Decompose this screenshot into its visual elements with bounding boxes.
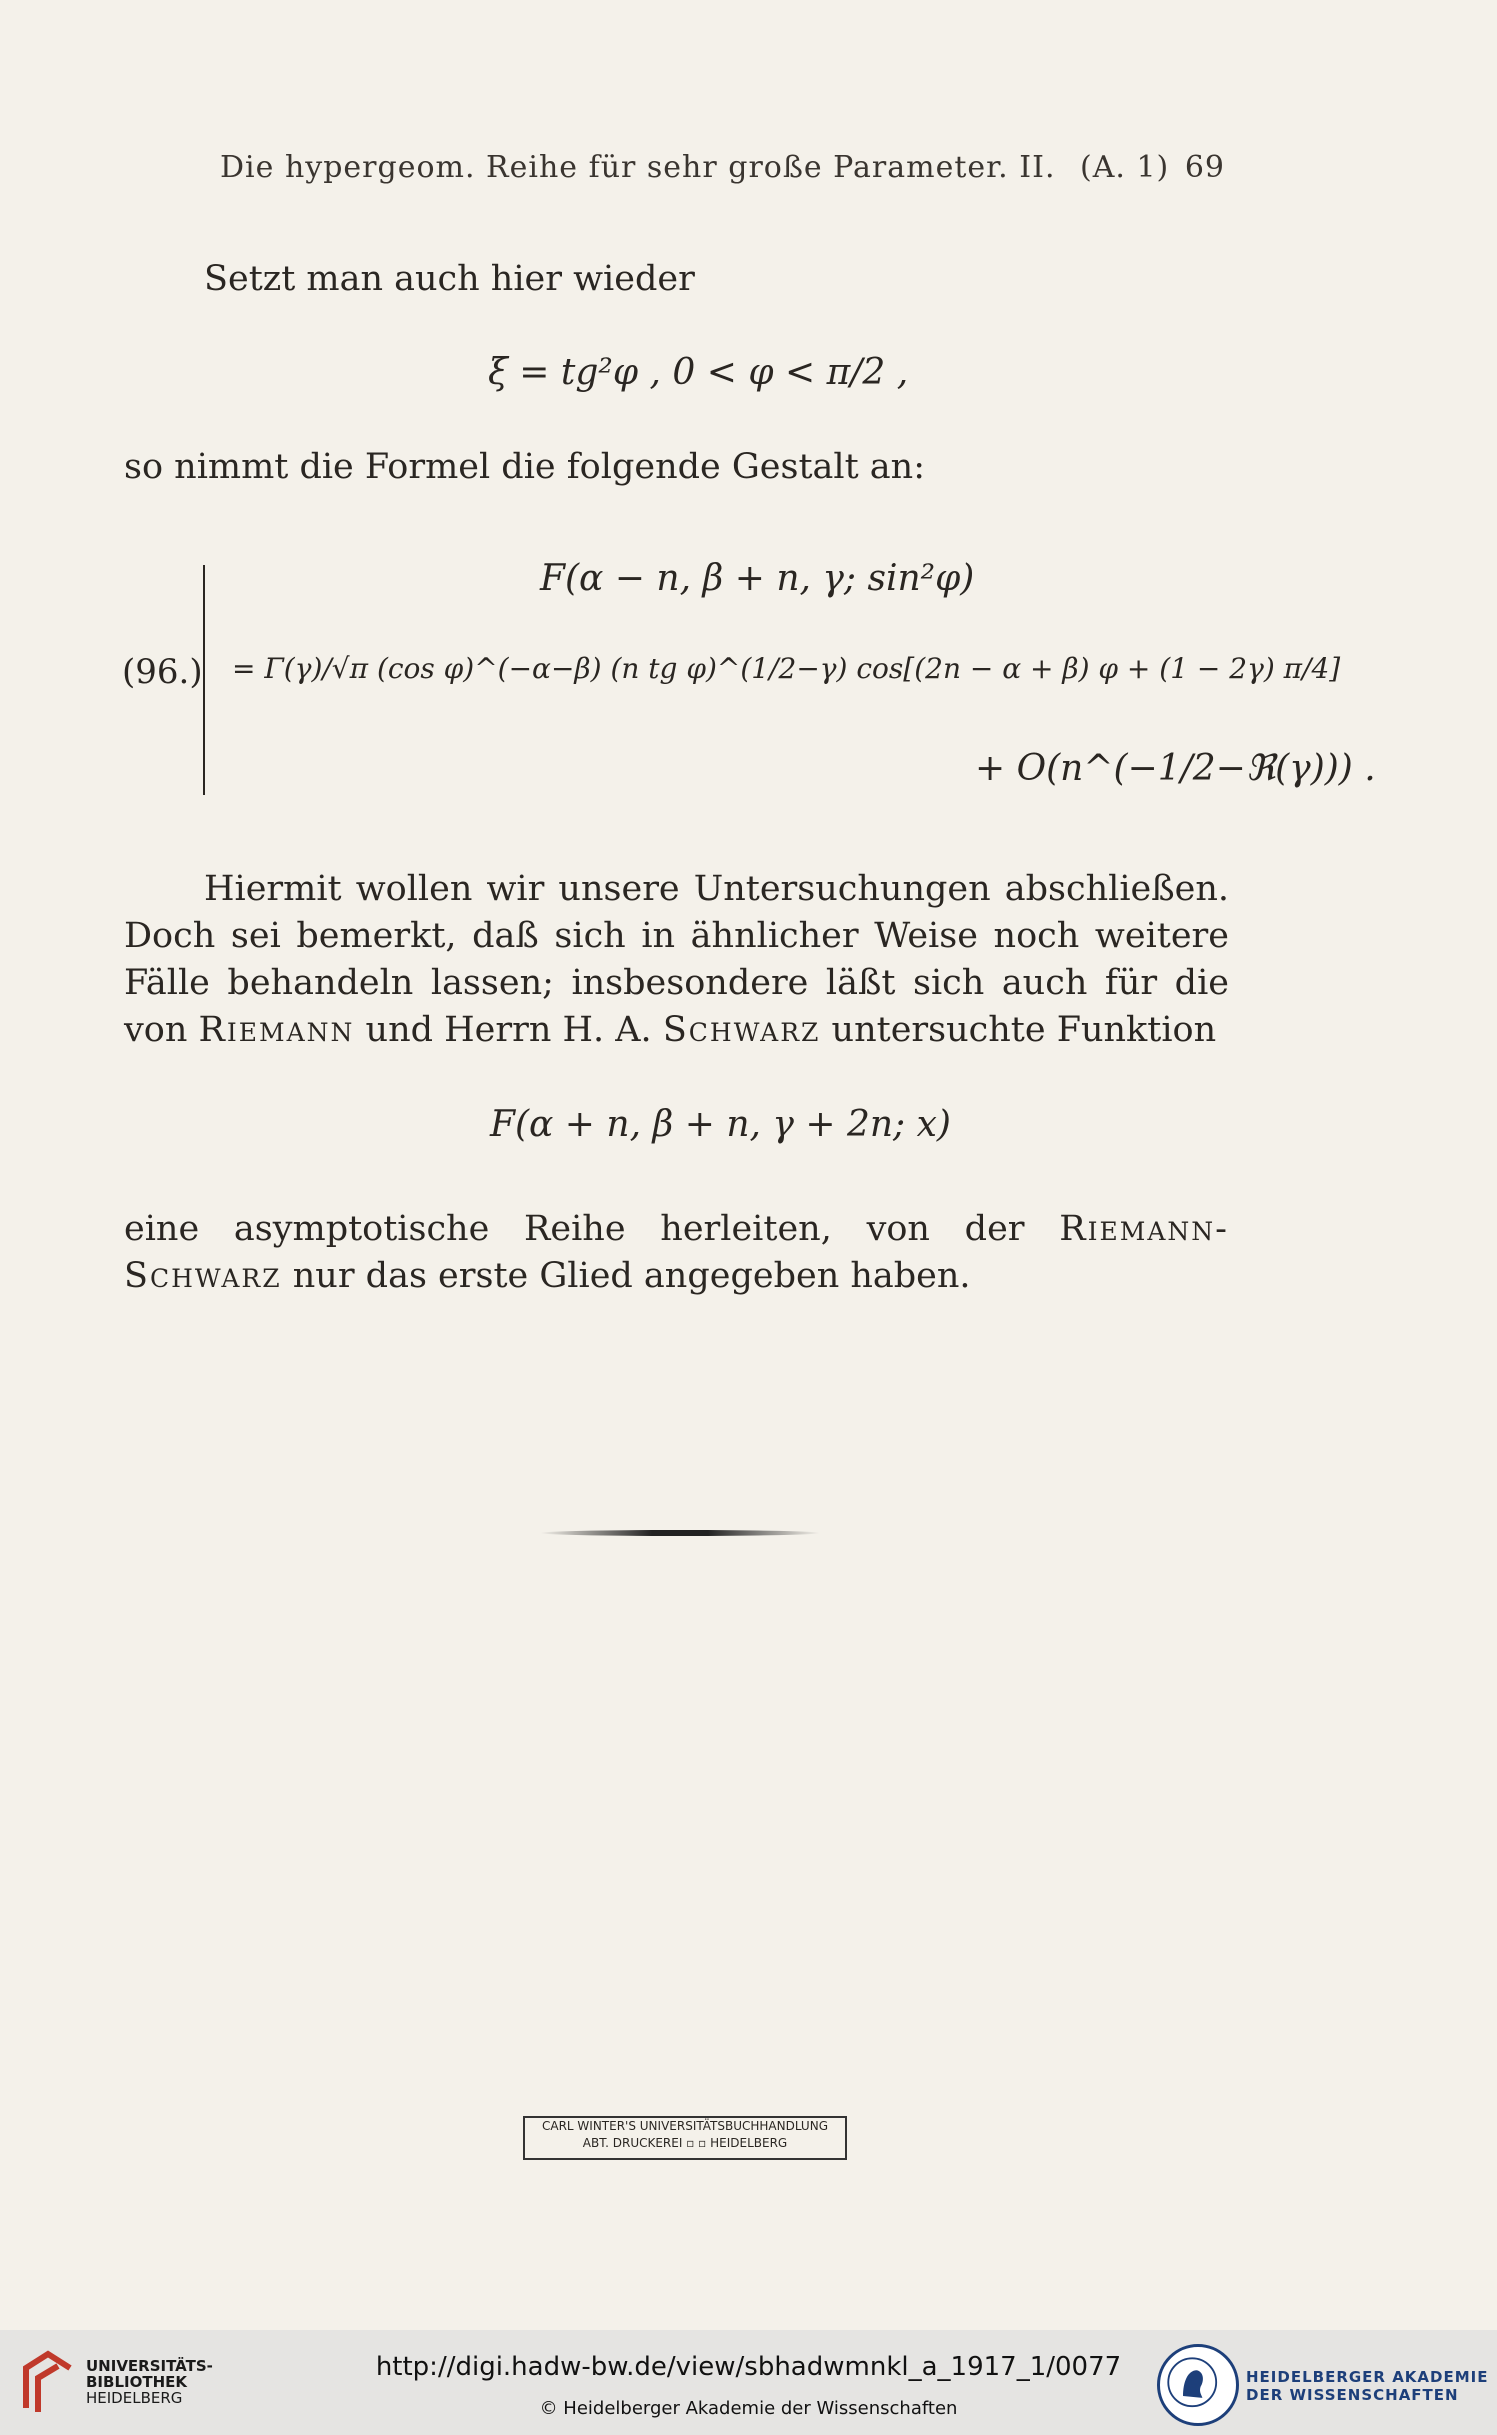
paragraph-3-part-b: und Herrn H. A. [354, 1010, 663, 1050]
academy-seal-icon [1157, 2344, 1239, 2426]
library-name-line-2: BIBLIOTHEK [86, 2373, 187, 2391]
paragraph-3-part-c: untersuchte Funktion [820, 1010, 1217, 1050]
paragraph-3-part-a: Hiermit wollen wir unsere Untersuchungen abschließen. Doch sei bemerkt, daß sich in ähnlicher Weise noch weitere Fälle behandeln lassen; insbesondere läßt sich auch für die von [124, 869, 1229, 1050]
academy-name-line-2: DER WISSENSCHAFTEN [1246, 2386, 1459, 2404]
paragraph-4-part-a: eine asymptotische Reihe herleiten, von der [124, 1209, 1060, 1249]
footer-bar [0, 2330, 1497, 2435]
paragraph-4 [124, 1206, 1229, 1300]
name-riemann-schwarz: Riemann-Schwarz [124, 1209, 1229, 1296]
equation-96-line-1: F(α − n, β + n, γ; sin²φ) [540, 558, 975, 599]
paragraph-1 [124, 256, 1229, 303]
paragraph-2 [124, 444, 1229, 491]
paragraph-4-text [124, 1206, 1229, 1300]
name-riemann: Riemann [198, 1010, 355, 1050]
paragraph-3 [124, 866, 1229, 1054]
academy-name [1246, 2368, 1489, 2404]
equation-brace [203, 565, 215, 795]
imprint-line-2: ABT. DRUCKEREI ▫ ▫ HEIDELBERG [582, 2136, 788, 2150]
paragraph-4-part-b: nur das erste Glied angegeben haben. [281, 1256, 971, 1296]
library-name-line-3: HEIDELBERG [86, 2389, 183, 2407]
paragraph-2-text: so nimmt die Formel die folgende Gestalt an: [124, 447, 926, 487]
running-head-title: Die hypergeom. Reihe für sehr große Parameter. II. [220, 150, 1056, 185]
equation-number: (96.) [122, 652, 203, 692]
section-separator [540, 1530, 820, 1536]
academy-name-line-1: HEIDELBERGER AKADEMIE [1246, 2368, 1489, 2386]
permalink-url[interactable]: http://digi.hadw-bw.de/view/sbhadwmnkl_a_1917_1/0077 [375, 2352, 1122, 2382]
imprint-line-1: CARL WINTER'S UNIVERSITÄTSBUCHHANDLUNG [541, 2119, 828, 2133]
name-schwarz: Schwarz [662, 1010, 821, 1050]
running-head-section: (A. 1) [1080, 150, 1170, 185]
library-name-line-1: UNIVERSITÄTS- [86, 2357, 213, 2375]
paragraph-1-text: Setzt man auch hier wieder [204, 259, 695, 299]
equation-xi: ξ = tg²φ , 0 < φ < π/2 , [488, 352, 909, 393]
page-number: 69 [1184, 150, 1225, 185]
copyright-notice: © Heidelberger Akademie der Wissenschaften [539, 2398, 958, 2419]
printer-imprint [523, 2116, 847, 2160]
equation-96-line-2: = Γ(γ)/√π (cos φ)^(−α−β) (n tg φ)^(1/2−γ) cos[(2n − α + β) φ + (1 − 2γ) π/4] [232, 652, 1341, 685]
paragraph-3-text [124, 866, 1229, 1054]
equation-96-line-3: + O(n^(−1/2−ℜ(γ))) . [975, 748, 1376, 789]
equation-function: F(α + n, β + n, γ + 2n; x) [490, 1104, 951, 1145]
